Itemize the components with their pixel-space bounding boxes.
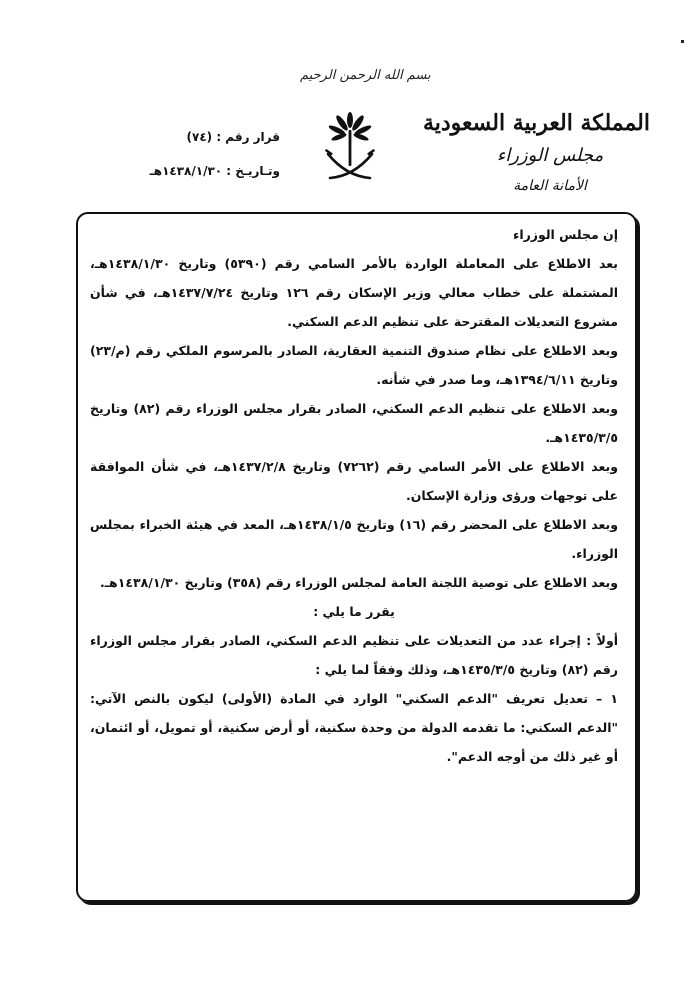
decision-reference xyxy=(140,126,280,182)
preamble-paragraph: وبعد الاطلاع على تنظيم الدعم السكني، الصادر بقرار مجلس الوزراء رقم (٨٢) وتاريخ ١٤٣٥/٣/٥هـ. xyxy=(90,401,618,445)
kingdom-name: المملكة العربية السعودية xyxy=(422,110,650,136)
decision-number: قرار رقم : (٧٤) xyxy=(186,130,280,144)
basmala-calligraphy: بسم الله الرحمن الرحيم xyxy=(300,68,431,83)
opening-line: إن مجلس الوزراء xyxy=(512,227,618,242)
decision-heading: يقرر ما يلي : xyxy=(313,604,395,619)
preamble-paragraph: بعد الاطلاع على المعاملة الواردة بالأمر السامي رقم (٥٣٩٠) وتاريخ ١٤٣٨/١/٣٠هـ، المشتملة على خطاب معالي وزير الإسكان رقم ١٢٦ وتاريخ ١٤٣٧/٧/٢٤هـ، في شأن مشروع التعديلات المقترحة على تنظيم الدعم السكني. xyxy=(90,256,618,329)
preamble-paragraph: وبعد الاطلاع على توصية اللجنة العامة لمجلس الوزراء رقم (٣٥٨) وتاريخ ١٤٣٨/١/٣٠هـ. xyxy=(100,575,618,590)
palm-and-crossed-swords-emblem-icon xyxy=(322,108,378,188)
preamble-paragraph: وبعد الاطلاع على الأمر السامي رقم (٧٢٦٢) وتاريخ ١٤٣٧/٢/٨هـ، في شأن الموافقة على توجهات ورؤى وزارة الإسكان. xyxy=(90,459,618,503)
secretariat-name: الأمانة العامة xyxy=(513,178,587,194)
decision-item: أولاً : إجراء عدد من التعديلات على تنظيم الدعم السكني، الصادر بقرار مجلس الوزراء رقم (٨٢) وتاريخ ١٤٣٥/٣/٥هـ، وذلك وفقاً لما يلي : xyxy=(90,633,618,677)
letterhead-issuer xyxy=(422,108,650,198)
decision-date: وتـاريـخ : ١٤٣٨/١/٣٠هـ xyxy=(149,164,280,178)
decision-item: ١ – تعديل تعريف "الدعم السكني" الوارد في المادة (الأولى) ليكون بالنص الآتي: "الدعم السكني: ما تقدمه الدولة من وحدة سكنية، أو أرض سكنية، أو تمويل، أو ائتمان، أو غير ذلك من أوجه الدعم". xyxy=(90,691,618,764)
preamble-paragraph: وبعد الاطلاع على المحضر رقم (١٦) وتاريخ ١٤٣٨/١/٥هـ، المعد في هيئة الخبراء بمجلس الوزراء. xyxy=(90,517,618,561)
scan-speck xyxy=(681,40,684,43)
preamble-paragraph: وبعد الاطلاع على نظام صندوق التنمية العقارية، الصادر بالمرسوم الملكي رقم (م/٢٣) وتاريخ ١٣٩٤/٦/١١هـ، وما صدر في شأنه. xyxy=(90,343,618,387)
council-name: مجلس الوزراء xyxy=(496,145,604,166)
decision-body xyxy=(90,220,618,771)
